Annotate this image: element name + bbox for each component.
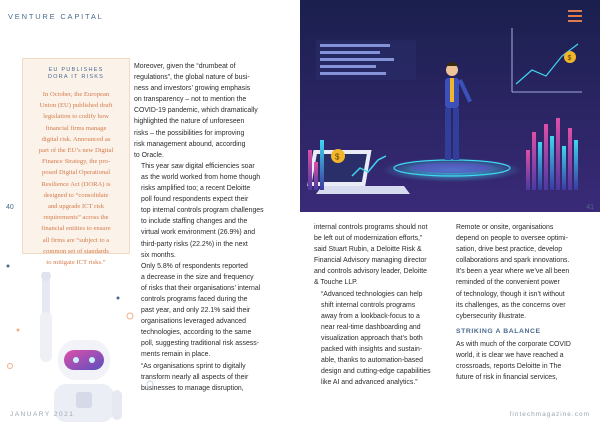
text-line: poll found respondents expect their (141, 196, 249, 204)
paragraph (134, 361, 286, 394)
article-column-2 (314, 222, 448, 388)
sidebar-line: all firms are “subject to a (42, 236, 110, 244)
sidebar-line: part of the EU’s new Digital (38, 147, 114, 155)
text-line: organisations leveraged advanced (141, 318, 246, 326)
sidebar-line: digital risk. Announced as (41, 135, 111, 143)
text-line: to include staffing changes and the (141, 218, 248, 226)
paragraph (314, 222, 448, 289)
text-line: of technology, though it isn’t without (456, 290, 565, 298)
footer-website[interactable]: fintechmagazine.com (509, 411, 590, 418)
footer-date: JANUARY 2021 (10, 411, 75, 418)
sidebar-line: and upgrade ICT risk (47, 203, 105, 211)
text-line: a decrease in the size and frequency (141, 273, 254, 281)
text-line: risk management abound, according (134, 140, 246, 148)
text-line: “Advanced technologies can help (321, 290, 423, 298)
text-line: design and cutting-edge capabilities (321, 368, 431, 376)
text-line: world, it is clear we have reached a (456, 352, 564, 360)
sidebar-line: Resilience Act (DORA) is (41, 180, 111, 188)
text-line: third-party risks (22.2%) in the next (141, 240, 248, 248)
text-line: said Stuart Rubin, a Deloitte Risk & (314, 246, 422, 254)
text-line: future of risk in financial services, (456, 374, 558, 382)
text-line: ness and investors’ growing emphasis (134, 85, 251, 93)
text-line: be left out of modernization efforts,” (314, 235, 423, 243)
text-line: six months. (141, 251, 176, 259)
text-line: This year saw digital efficiencies soar (141, 162, 255, 170)
text-line: ments remain in place. (141, 351, 211, 359)
sidebar-line: to mitigate ICT risks.” (46, 259, 106, 267)
text-line: It’s been a year where we’ve all been (456, 268, 570, 276)
text-line: As with much of the corporate COVID (456, 340, 571, 348)
sidebar-line: posed Digital Operational (41, 169, 111, 177)
text-line: on transparency – not to mention the (134, 96, 247, 104)
article-column-3 (456, 222, 592, 383)
coin-symbol-right: $ (567, 55, 572, 62)
sidebar-line: Union (EU) published draft (39, 102, 113, 110)
article-column-1 (134, 61, 286, 394)
text-line: and controls advisory leader, Deloitte (314, 268, 427, 276)
sidebar-title-line1: EU PUBLISHES (48, 67, 104, 73)
text-line: packed with insights and sustain- (321, 346, 423, 354)
text-line: cybersecurity illustrate. (456, 312, 527, 320)
text-line: collaborations and spark innovations. (456, 257, 570, 265)
subhead-striking-a-balance: STRIKING A BALANCE (456, 327, 541, 335)
text-line: “As organisations sprint to digitally (141, 362, 246, 370)
text-line: regulations”, the global nature of busi- (134, 74, 250, 82)
menu-icon[interactable] (568, 10, 582, 22)
sidebar-line: In October, the European (42, 91, 110, 98)
text-line: shift internal controls programs (321, 301, 416, 309)
coin-symbol-left: $ (335, 152, 340, 162)
sidebar-title-line2: DORA IT RISKS (47, 74, 105, 80)
page-number-right: 41 (586, 204, 594, 211)
sidebar-box-dora (22, 58, 130, 267)
text-line: sation, drive best practice, develop (456, 246, 563, 254)
paragraph (134, 161, 286, 261)
text-line: visualization approach that’s both (321, 334, 423, 342)
text-line: its challenges, as the concerns over (456, 301, 566, 309)
text-line: as the world worked from home though (141, 173, 261, 181)
paragraph (456, 339, 592, 383)
text-line: able, thanks to automation-based (321, 357, 423, 365)
text-line: poll, suggesting traditional risk assess- (141, 340, 259, 348)
text-line: depend on people to oversee optimi- (456, 235, 568, 243)
text-line: internal controls programs should not (314, 224, 428, 231)
text-line: risks amplified too; a recent Deloitte (141, 185, 251, 193)
text-line: Moreover, given the “drumbeat of (134, 63, 236, 70)
text-line: transform nearly all aspects of their (141, 373, 249, 381)
text-line: risks – the possibilities for improving (134, 129, 245, 137)
paragraph (134, 261, 286, 361)
text-line: crossroads, reports Deloitte in The (456, 363, 562, 371)
text-line: away from a lookback-focus to a (321, 312, 420, 320)
sidebar-text (31, 89, 121, 268)
text-line: COVID-19 pandemic, which dramatically (134, 107, 258, 115)
hero-illustration (300, 0, 600, 212)
text-line: top internal controls program challenges (141, 207, 264, 215)
text-line: of risks that their organisations’ internal (141, 284, 261, 292)
sidebar-line: designed to “consolidate (43, 191, 109, 199)
paragraph (134, 61, 286, 161)
section-label: VENTURE CAPITAL (8, 12, 104, 21)
text-line: Only 5.8% of respondents reported (141, 262, 248, 270)
sidebar-line: financial entities to ensure (41, 225, 111, 233)
text-line: highlighted the nature of unforeseen (134, 118, 245, 126)
text-line: technologies, according to the same (141, 329, 252, 337)
text-line: Financial Advisory managing director (314, 257, 427, 265)
text-line: virtual work environment (26.9%) and (141, 229, 256, 237)
text-line: near real-time dashboarding and (321, 323, 421, 331)
text-line: past year, and only 22.1% said their (141, 307, 251, 315)
info-panel (316, 40, 416, 80)
text-line: Remote or onsite, organisations (456, 224, 554, 231)
text-line: controls programs faced during the (141, 295, 248, 303)
paragraph (314, 289, 448, 389)
sidebar-line: financial firms manage (45, 124, 107, 132)
page-number-left: 40 (6, 204, 14, 211)
text-line: to Oracle. (134, 151, 164, 159)
sidebar-line: legislation to codify how (43, 113, 109, 121)
sidebar-line: requirements” across the (43, 214, 109, 222)
text-line: like AI and advanced analytics.” (321, 379, 418, 387)
sidebar-line: common set of standards (43, 247, 109, 255)
text-line: businesses to manage disruption, (141, 384, 244, 392)
text-line: & Touche LLP. (314, 279, 358, 287)
sidebar-line: Finance Strategy, the pro- (41, 158, 111, 166)
text-line: reminded of the convenient power (456, 279, 560, 287)
paragraph (456, 222, 592, 322)
robot-illustration (24, 272, 134, 422)
